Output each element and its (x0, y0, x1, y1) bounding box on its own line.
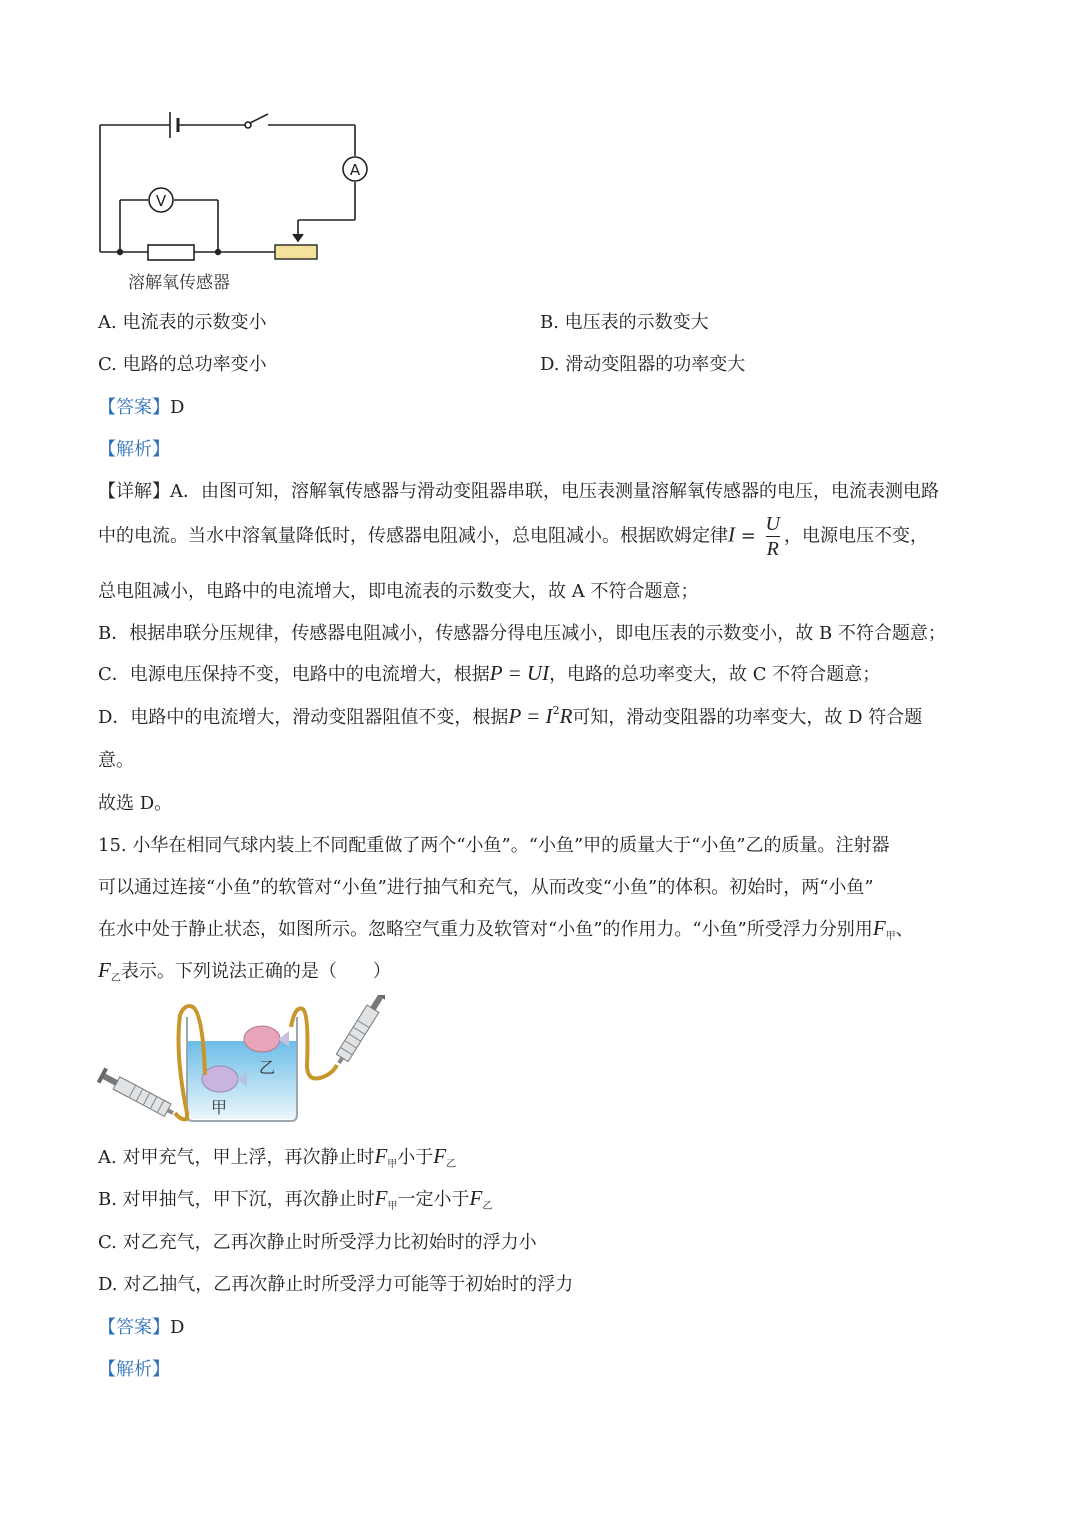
ohm-fraction (766, 512, 780, 561)
stem-text: 在水中处于静止状态，如图所示。忽略空气重力及软管对“小鱼”的作用力。“小鱼”所受浮力分别用 (98, 919, 873, 940)
detail-text: D．电路中的电流增大，滑动变阻器阻值不变，根据 (98, 707, 509, 728)
q15-analysis-tag: 【解析】 (98, 1359, 170, 1380)
stem-text: 、 (895, 919, 914, 940)
detail-tag: 【详解】 (98, 481, 170, 502)
junction-dot (117, 249, 123, 255)
voltmeter-symbol: V (155, 192, 167, 210)
detail-text: ，电路的总功率变大，故 C 不符合题意； (549, 664, 881, 685)
q15-stem-2: 可以通过连接“小鱼”的软管对“小鱼”进行抽气和充气，从而改变“小鱼”的体积。初始时，两“小鱼” (98, 877, 874, 898)
f-sub-jia: 甲 (387, 1201, 398, 1212)
q15-option-a (98, 1143, 456, 1169)
label-jia: 甲 (210, 1098, 228, 1117)
q15-option-c: C. 对乙充气，乙再次静止时所受浮力比初始时的浮力小 (98, 1232, 537, 1253)
conclusion: 故选 D。 (98, 793, 173, 814)
q15-option-b (98, 1185, 492, 1211)
detail-line-5 (98, 660, 880, 686)
syringe-left (97, 1067, 177, 1120)
detail-text: 可知，滑动变阻器的功率变大，故 D 符合题 (572, 707, 923, 728)
junction-dot (215, 249, 221, 255)
rheostat (275, 245, 317, 259)
ohm-denominator: R (766, 538, 779, 560)
f-symbol: F (374, 1144, 388, 1168)
stem-text: 表示。下列说法正确的是（ ） (120, 961, 391, 982)
f-symbol: F (872, 916, 886, 940)
option-b: B. 电压表的示数变大 (540, 312, 709, 333)
option-text: 小于 (397, 1147, 434, 1168)
f-symbol: F (433, 1144, 447, 1168)
q15-answer-line (98, 1313, 184, 1339)
switch-lever (250, 114, 268, 123)
syringe-right (332, 995, 385, 1067)
detail-text: C．电源电压保持不变，电路中的电流增大，根据 (98, 664, 490, 685)
option-a: A. 电流表的示数变小 (98, 312, 267, 333)
option-d: D. 滑动变阻器的功率变大 (540, 354, 746, 375)
q15-stem-4 (98, 957, 391, 983)
answer-value: D (170, 1317, 185, 1338)
detail-line-6 (98, 703, 922, 729)
q15-option-d: D. 对乙抽气，乙再次静止时所受浮力可能等于初始时的浮力 (98, 1274, 574, 1295)
detail-text: 中的电流。当水中溶氧量降低时，传感器电阻减小，总电阻减小。根据欧姆定律 (98, 525, 728, 547)
option-text: A. 对甲充气，甲上浮，再次静止时 (98, 1147, 375, 1168)
detail-line-2 (98, 512, 928, 561)
f-symbol: F (98, 958, 111, 982)
answer-line (98, 393, 184, 419)
answer-tag: 【答案】 (98, 1317, 170, 1338)
f-sub-jia: 甲 (387, 1159, 398, 1170)
ohm-lhs: I (728, 522, 735, 547)
option-text: 一定小于 (397, 1189, 470, 1210)
formula-pui: P = UI (489, 661, 550, 685)
option-c: C. 电路的总功率变小 (98, 354, 267, 375)
detail-line-3: 总电阻减小，电路中的电流增大，即电流表的示数变大，故 A 不符合题意； (98, 581, 699, 602)
f-sub-yi: 乙 (446, 1159, 457, 1170)
q15-stem-3 (98, 915, 914, 941)
detail-line-1 (98, 477, 939, 503)
sensor-label: 溶解氧传感器 (128, 273, 230, 293)
f-symbol: F (374, 1186, 388, 1210)
label-yi: 乙 (258, 1058, 276, 1077)
answer-tag: 【答案】 (98, 397, 170, 418)
option-text: B. 对甲抽气，甲下沉，再次静止时 (98, 1189, 375, 1210)
detail-text: ，电源电压不变， (783, 525, 928, 547)
f-sub-jia: 甲 (885, 931, 896, 942)
sensor-resistor (148, 245, 194, 260)
fish-figure (95, 995, 385, 1125)
ohm-numerator: U (765, 513, 780, 535)
ammeter-symbol: A (349, 161, 361, 179)
f-sub-yi: 乙 (110, 973, 121, 984)
circuit-diagram (90, 100, 390, 295)
q15-stem-1: 15. 小华在相同气球内装上不同配重做了两个“小鱼”。“小鱼”甲的质量大于“小鱼”乙的质量。注射器 (98, 835, 890, 856)
f-sub-yi: 乙 (482, 1201, 493, 1212)
formula-square: 2 (552, 704, 560, 717)
f-symbol: F (469, 1186, 483, 1210)
analysis-tag: 【解析】 (98, 439, 170, 460)
detail-line-4: B．根据串联分压规律，传感器电阻减小，传感器分得电压减小，即电压表的示数变小，故 B 不符合题意； (98, 623, 946, 644)
detail-text: A．由图可知，溶解氧传感器与滑动变阻器串联，电压表测量溶解氧传感器的电压，电流表测电路 (170, 481, 939, 502)
formula-r: R (559, 704, 573, 728)
answer-value: D (170, 397, 185, 418)
ohm-eq: = (735, 525, 762, 547)
formula-p: P = I (508, 704, 553, 728)
detail-line-7: 意。 (98, 750, 134, 771)
